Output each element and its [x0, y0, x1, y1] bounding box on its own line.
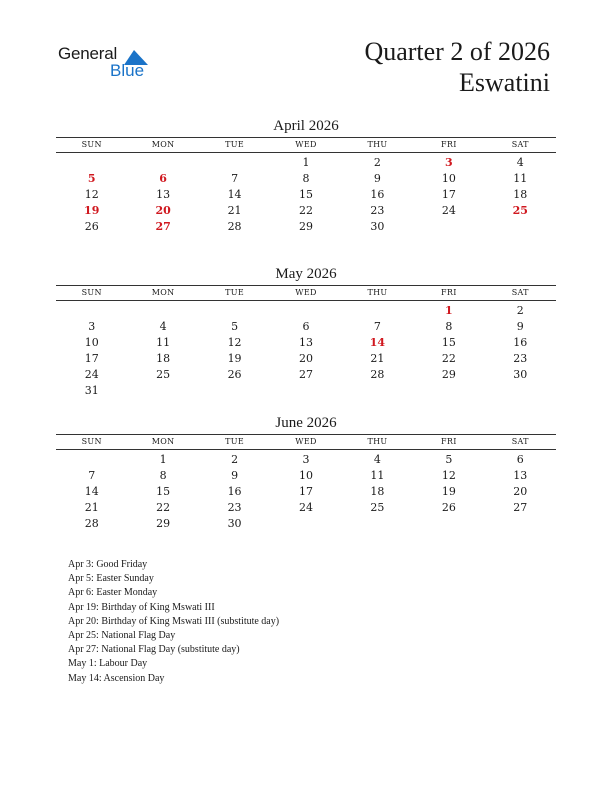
holiday-day-cell: 6 — [159, 172, 167, 185]
day-cell: 8 — [302, 172, 310, 185]
weekday-label: MON — [151, 288, 175, 297]
holiday-note: May 1: Labour Day — [68, 658, 148, 670]
day-cell — [56, 452, 127, 468]
day-cell: 2 — [231, 453, 239, 466]
day-cell — [56, 155, 127, 171]
calendar-week-row — [56, 484, 556, 500]
month-title: April 2026 — [273, 118, 339, 134]
day-cell: 11 — [370, 469, 385, 482]
day-cell: 29 — [156, 517, 171, 530]
day-cell: 5 — [231, 320, 239, 333]
day-cell: 29 — [298, 220, 313, 233]
day-cell: 27 — [298, 368, 313, 381]
day-cell — [199, 383, 270, 399]
weekday-header-row — [56, 285, 556, 301]
day-cell: 3 — [302, 453, 310, 466]
holiday-day-cell: 14 — [369, 336, 386, 349]
day-cell: 23 — [370, 204, 385, 217]
day-cell: 15 — [298, 188, 313, 201]
weekday-label: THU — [367, 288, 388, 297]
day-cell: 20 — [513, 485, 528, 498]
day-cell: 20 — [298, 352, 313, 365]
day-cell: 19 — [441, 485, 456, 498]
day-cell: 10 — [441, 172, 456, 185]
day-cell: 30 — [227, 517, 242, 530]
calendar-week-row — [56, 319, 556, 335]
weekday-header-row — [56, 137, 556, 153]
day-cell: 13 — [513, 469, 528, 482]
holiday-day-cell: 27 — [155, 220, 171, 233]
holiday-day-cell: 20 — [155, 204, 171, 217]
day-cell: 23 — [513, 352, 528, 365]
day-cell: 2 — [373, 156, 381, 169]
day-cell — [413, 219, 484, 235]
day-cell: 9 — [516, 320, 524, 333]
day-cell — [270, 516, 341, 532]
weekday-label: SUN — [81, 437, 102, 446]
day-cell: 26 — [84, 220, 99, 233]
day-cell: 1 — [302, 156, 310, 169]
day-cell: 18 — [370, 485, 385, 498]
day-cell: 22 — [156, 501, 171, 514]
calendar-grid — [56, 155, 556, 235]
logo-text-blue: Blue — [110, 61, 145, 80]
weekday-label: SUN — [81, 288, 102, 297]
weekday-label: TUE — [225, 437, 244, 446]
weekday-label: SAT — [511, 288, 529, 297]
holiday-note: Apr 25: National Flag Day — [68, 630, 176, 642]
weekday-label: FRI — [441, 437, 457, 446]
calendar-week-row — [56, 468, 556, 484]
calendar-grid — [56, 452, 556, 532]
day-cell: 14 — [84, 485, 99, 498]
day-cell: 16 — [227, 485, 242, 498]
month-title: May 2026 — [275, 266, 337, 282]
calendar-week-row — [56, 171, 556, 187]
calendar-grid — [56, 303, 556, 399]
day-cell: 9 — [373, 172, 381, 185]
day-cell: 31 — [84, 384, 99, 397]
weekday-label: SAT — [511, 437, 529, 446]
day-cell: 3 — [88, 320, 96, 333]
day-cell: 14 — [227, 188, 242, 201]
day-cell: 12 — [84, 188, 99, 201]
calendar-week-row — [56, 187, 556, 203]
day-cell: 10 — [298, 469, 313, 482]
calendar-week-row — [56, 303, 556, 319]
holiday-note: Apr 5: Easter Sunday — [68, 573, 154, 585]
day-cell: 2 — [516, 304, 524, 317]
calendar-week-row — [56, 335, 556, 351]
holiday-note: Apr 19: Birthday of King Mswati III — [68, 601, 215, 613]
calendar-week-row — [56, 452, 556, 468]
day-cell: 13 — [156, 188, 171, 201]
day-cell — [342, 383, 413, 399]
weekday-label: TUE — [225, 288, 244, 297]
day-cell: 17 — [298, 485, 313, 498]
day-cell: 22 — [298, 204, 313, 217]
day-cell — [485, 383, 556, 399]
day-cell: 25 — [156, 368, 171, 381]
day-cell: 21 — [227, 204, 242, 217]
holiday-note: Apr 6: Easter Monday — [68, 587, 158, 599]
holiday-note: Apr 3: Good Friday — [68, 559, 148, 570]
holiday-day-cell: 3 — [445, 156, 453, 169]
day-cell: 5 — [445, 453, 453, 466]
day-cell: 15 — [156, 485, 171, 498]
day-cell: 19 — [227, 352, 242, 365]
day-cell — [199, 303, 270, 319]
weekday-label: WED — [295, 288, 317, 297]
day-cell — [270, 383, 341, 399]
day-cell: 8 — [445, 320, 453, 333]
day-cell — [342, 516, 413, 532]
day-cell: 4 — [159, 320, 167, 333]
day-cell: 13 — [298, 336, 313, 349]
weekday-label: MON — [151, 437, 175, 446]
holiday-day-cell: 1 — [445, 304, 453, 317]
day-cell: 25 — [370, 501, 385, 514]
calendar-week-row — [56, 155, 556, 171]
holiday-note: May 14: Ascension Day — [68, 672, 165, 684]
calendar-week-row — [56, 383, 556, 399]
weekday-label: SAT — [511, 140, 529, 149]
day-cell: 12 — [441, 469, 456, 482]
day-cell — [270, 303, 341, 319]
logo-text-general: General — [58, 44, 118, 63]
day-cell: 12 — [227, 336, 242, 349]
calendar-week-row — [56, 500, 556, 516]
weekday-label: THU — [367, 140, 388, 149]
weekday-label: THU — [367, 437, 388, 446]
day-cell: 21 — [84, 501, 99, 514]
weekday-label: MON — [151, 140, 175, 149]
day-cell: 18 — [156, 352, 171, 365]
day-cell: 24 — [441, 204, 456, 217]
day-cell: 6 — [516, 453, 524, 466]
day-cell — [413, 383, 484, 399]
weekday-label: TUE — [225, 140, 244, 149]
weekday-label: SUN — [81, 140, 102, 149]
calendar-week-row — [56, 516, 556, 532]
page-title — [364, 36, 550, 98]
day-cell: 17 — [84, 352, 99, 365]
day-cell: 11 — [513, 172, 528, 185]
weekday-label: WED — [295, 140, 317, 149]
day-cell — [485, 516, 556, 532]
day-cell: 30 — [370, 220, 385, 233]
day-cell: 7 — [373, 320, 381, 333]
day-cell: 7 — [88, 469, 96, 482]
day-cell: 11 — [156, 336, 171, 349]
month-title: June 2026 — [275, 415, 337, 431]
day-cell: 27 — [513, 501, 528, 514]
day-cell: 4 — [373, 453, 381, 466]
weekday-label: FRI — [441, 140, 457, 149]
day-cell: 16 — [513, 336, 528, 349]
month-calendar-june — [56, 413, 556, 532]
holiday-day-cell: 19 — [84, 204, 100, 217]
title-country: Eswatini — [459, 68, 550, 97]
day-cell: 17 — [441, 188, 456, 201]
day-cell: 30 — [513, 368, 528, 381]
day-cell: 26 — [441, 501, 456, 514]
weekday-label: WED — [295, 437, 317, 446]
day-cell — [413, 516, 484, 532]
day-cell — [199, 155, 270, 171]
weekday-label: FRI — [441, 288, 457, 297]
day-cell: 24 — [84, 368, 99, 381]
calendar-week-row — [56, 351, 556, 367]
weekday-header-row — [56, 434, 556, 450]
day-cell: 10 — [84, 336, 99, 349]
day-cell — [56, 303, 127, 319]
day-cell: 16 — [370, 188, 385, 201]
month-calendar-april — [56, 116, 556, 235]
calendar-week-row — [56, 203, 556, 219]
day-cell: 24 — [298, 501, 313, 514]
holiday-notes-list — [68, 558, 279, 686]
day-cell — [342, 303, 413, 319]
day-cell: 26 — [227, 368, 242, 381]
day-cell — [127, 383, 198, 399]
day-cell: 15 — [441, 336, 456, 349]
holiday-note: Apr 20: Birthday of King Mswati III (substitute day) — [68, 615, 280, 627]
day-cell: 29 — [441, 368, 456, 381]
holiday-note: Apr 27: National Flag Day (substitute day) — [68, 644, 240, 656]
day-cell: 21 — [370, 352, 385, 365]
day-cell: 22 — [441, 352, 456, 365]
brand-logo — [58, 44, 158, 84]
day-cell: 23 — [227, 501, 242, 514]
holiday-day-cell: 5 — [87, 172, 96, 185]
day-cell: 6 — [302, 320, 310, 333]
title-quarter: Quarter 2 of 2026 — [364, 37, 550, 66]
day-cell: 9 — [231, 469, 239, 482]
day-cell: 1 — [159, 453, 167, 466]
month-calendar-may — [56, 264, 556, 399]
day-cell: 4 — [516, 156, 524, 169]
calendar-week-row — [56, 219, 556, 235]
day-cell — [127, 303, 198, 319]
holiday-day-cell: 25 — [512, 204, 528, 217]
day-cell: 18 — [513, 188, 528, 201]
day-cell: 28 — [84, 517, 99, 530]
day-cell: 7 — [231, 172, 239, 185]
day-cell: 28 — [370, 368, 385, 381]
day-cell — [127, 155, 198, 171]
day-cell: 28 — [227, 220, 242, 233]
day-cell: 8 — [159, 469, 167, 482]
calendar-week-row — [56, 367, 556, 383]
day-cell — [485, 219, 556, 235]
